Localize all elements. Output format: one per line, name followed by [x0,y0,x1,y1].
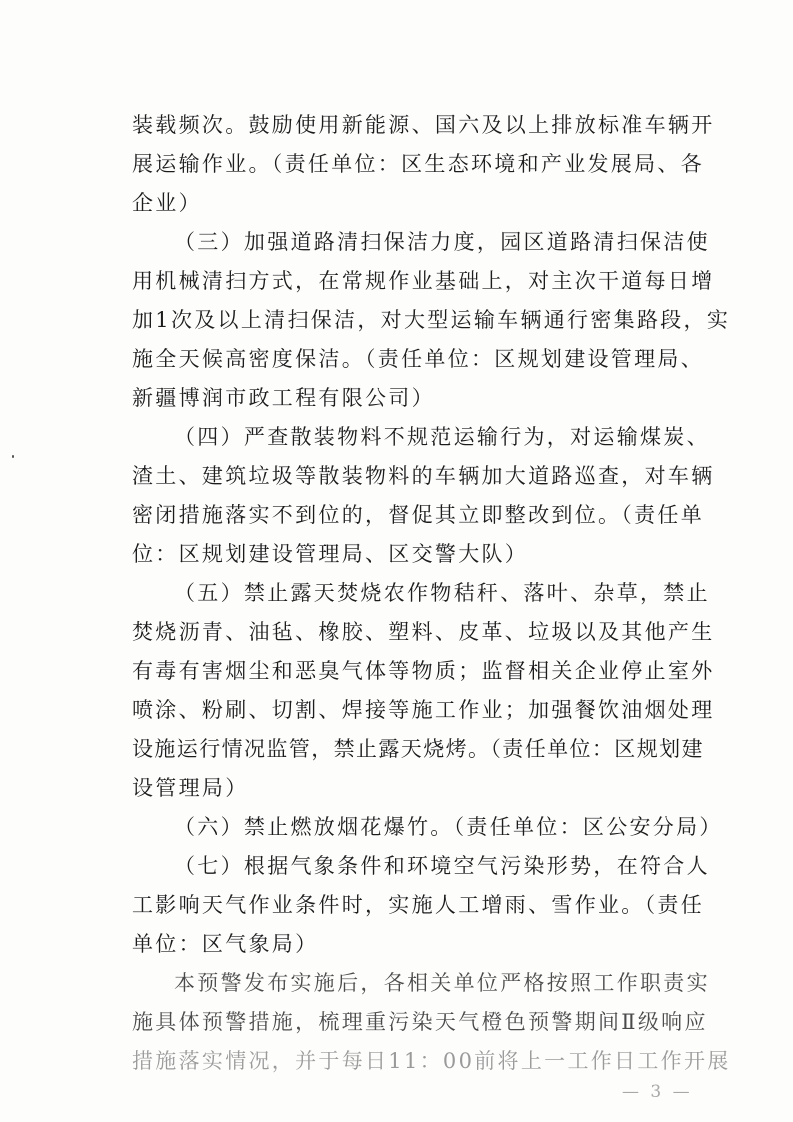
body-line: 企业） [132,191,202,215]
body-line: 设管理局） [132,776,249,800]
body-line: （三）加强道路清扫保洁力度，园区道路清扫保洁使 [174,230,710,254]
body-line: 展运输作业。（责任单位：区生态环境和产业发展局、各 [132,152,704,176]
body-line: 单位：区气象局） [132,932,319,956]
body-line: 喷涂、粉刷、切割、焊接等施工作业；加强餐饮油烟处理 [132,698,715,722]
body-line: 位：区规划建设管理局、区交警大队） [132,542,529,566]
body-line: （七）根据气象条件和环境空气污染形势，在符合人 [174,854,710,878]
page-number: — 3 — [622,1082,693,1102]
body-line: 焚烧沥青、油毡、橡胶、塑料、皮革、垃圾以及其他产生 [132,620,715,644]
body-line: 密闭措施落实不到位的，督促其立即整改到位。（责任单 [132,503,704,527]
body-line: 渣土、建筑垃圾等散装物料的车辆加大道路巡查，对车辆 [132,464,715,488]
body-line: 设施运行情况监管，禁止露天烧烤。（责任单位：区规划建 [132,737,704,761]
body-line: 装载频次。鼓励使用新能源、国六及以上排放标准车辆开 [132,113,715,137]
body-line: 有毒有害烟尘和恶臭气体等物质；监督相关企业停止室外 [132,659,715,683]
body-line: 施全天候高密度保洁。（责任单位：区规划建设管理局、 [132,347,704,371]
body-line: 工影响天气作业条件时，实施人工增雨、雪作业。（责任 [132,893,704,917]
body-line: 本预警发布实施后，各相关单位严格按照工作职责实 [174,971,710,995]
body-line: （五）禁止露天焚烧农作物秸秆、落叶、杂草，禁止 [174,581,710,605]
body-line: 用机械清扫方式，在常规作业基础上，对主次干道每日增 [132,269,715,293]
scan-speck [12,455,14,458]
body-line: （四）严查散装物料不规范运输行为，对运输煤炭、 [174,425,710,449]
body-line: （六）禁止燃放烟花爆竹。（责任单位：区公安分局） [174,815,723,839]
body-line: 加1次及以上清扫保洁，对大型运输车辆通行密集路段，实 [132,308,731,332]
body-line: 施具体预警措施，梳理重污染天气橙色预警期间Ⅱ级响应 [132,1010,708,1034]
body-line: 措施落实情况，并于每日11：00前将上一工作日工作开展 [132,1049,731,1073]
body-line: 新疆博润市政工程有限公司） [132,386,435,410]
